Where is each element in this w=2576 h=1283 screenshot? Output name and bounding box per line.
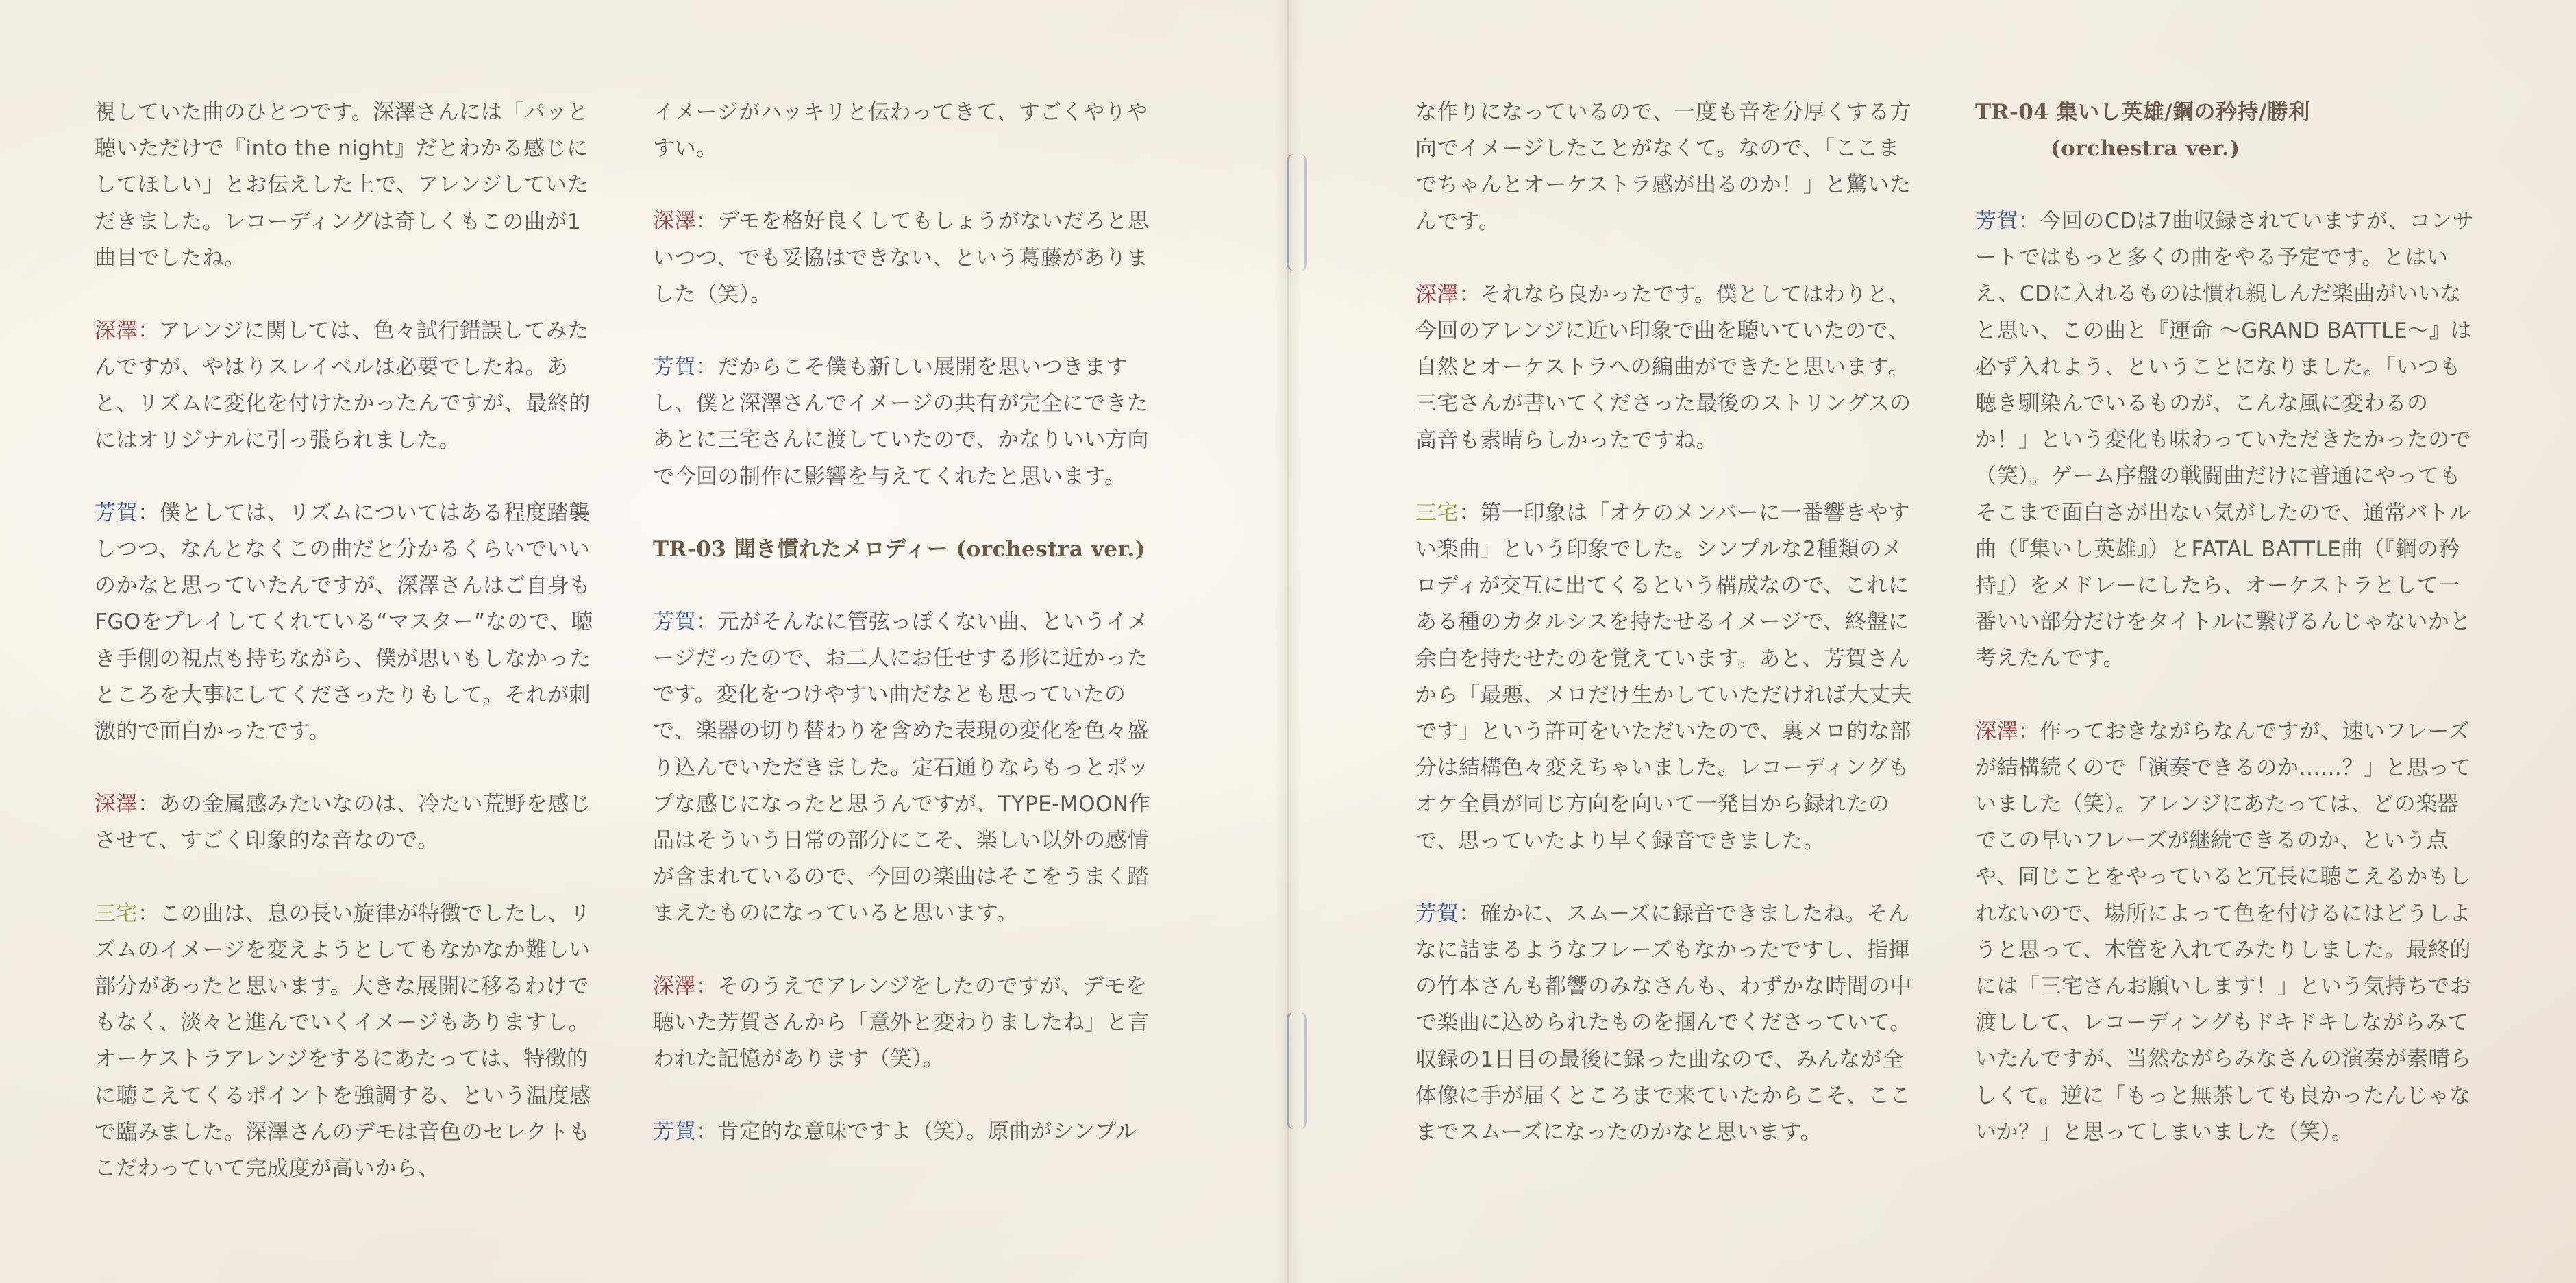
column-4 — [1975, 95, 2479, 1151]
speaker-miyake: 三宅 — [1415, 500, 1459, 525]
speaker-haga: 芳賀 — [95, 500, 138, 525]
speaker-haga: 芳賀 — [1975, 209, 2018, 234]
paragraph: 芳賀：確かに、スムーズに録音できましたね。そんなに詰まるようなフレーズもなかったですし、指揮の竹本さんも都響のみなさんも、わずかな時間の中で楽曲に込められたものを掴んでくださっていて。収録の1日目の最後に録った曲なので、みんなが全体像に手が届くところまで来ていたからこそ、ここまでスムーズになったのかなと思います。 — [1415, 901, 1912, 1145]
paragraph: 深澤：そのうえでアレンジをしたのですが、デモを聴いた芳賀さんから「意外と変わりましたね」と言われた記憶があります（笑）。 — [653, 973, 1150, 1072]
paragraph: イメージがハッキリと伝わってきて、すごくやりやすい。 — [653, 100, 1148, 162]
speaker-miyake: 三宅 — [95, 901, 138, 926]
paragraph: 芳賀：僕としては、リズムについてはある程度踏襲しつつ、なんとなくこの曲だと分かるくらいでいいのかなと思っていたんですが、深澤さんはご自身もFGOをプレイしてくれている“マスター”なので、聴き手側の視点も持ちながら、僕が思いもしなかったところを大事にしてくださったりもして。それが刺激的で面白かったです。 — [95, 500, 593, 745]
speaker-haga: 芳賀 — [653, 609, 696, 634]
speaker-haga: 芳賀 — [653, 355, 696, 380]
paragraph: 視していた曲のひとつです。深澤さんには「パッと聴いただけで『into the night』だとわかる感じにしてほしい」とお伝えした上で、アレンジしていただきました。レコーディングは奇しくもこの曲が1曲目でしたね。 — [95, 100, 589, 271]
paragraph: 芳賀：元がそんなに管弦っぽくない曲、というイメージだったので、お二人にお任せする形に近かったです。変化をつけやすい曲だなとも思っていたので、楽器の切り替わりを含めた表現の変化を色々盛り込んでいただきました。定石通りならもっとポップな感じになったと思うんですが、TYPE-MOON作品はそういう日常の部分にこそ、楽しい以外の感情が含まれているので、今回の楽曲はそこをうまく踏まえたものになっていると思います。 — [653, 609, 1151, 926]
paragraph: 三宅：この曲は、息の長い旋律が特徴でしたし、リズムのイメージを変えようとしてもなかなか難しい部分があったと思います。大きな展開に移るわけでもなく、淡々と進んでいくイメージもありますし。オーケストラアレンジをするにあたっては、特徴的に聴こえてくるポイントを強調する、という温度感で臨みました。深澤さんのデモは音色のセレクトもこだわっていて完成度が高いから、 — [95, 901, 591, 1182]
speaker-fukazawa: 深澤 — [653, 209, 696, 234]
track-heading-subtitle: (orchestra ver.) — [2051, 136, 2240, 161]
paragraph: 芳賀：だからこそ僕も新しい展開を思いつきますし、僕と深澤さんでイメージの共有が完全にできたあとに三宅さんに渡していたので、かなりいい方向で今回の制作に影響を与えてくれたと思います。 — [653, 355, 1149, 489]
track-heading-title: TR-04 集いし英雄/鋼の矜持/勝利 — [1975, 100, 2310, 125]
track-heading-tr04 — [1975, 95, 2479, 167]
paragraph: 深澤：それなら良かったです。僕としてはわりと、今回のアレンジに近い印象で曲を聴いていたので、自然とオーケストラへの編曲ができたと思います。三宅さんが書いてくださった最後のストリングスの高音も素晴らしかったですね。 — [1415, 282, 1911, 453]
paragraph: 芳賀：肯定的な意味ですよ（笑）。原曲がシンプル — [653, 1119, 1137, 1145]
column-3 — [1415, 95, 1920, 1151]
speaker-haga: 芳賀 — [653, 1119, 696, 1145]
right-page — [1288, 0, 2576, 1283]
speaker-fukazawa: 深澤 — [653, 973, 696, 999]
paragraph: 深澤：あの金属感みたいなのは、冷たい荒野を感じさせて、すごく印象的な音なので。 — [95, 792, 591, 854]
track-heading-tr03: TR-03 聞き慣れたメロディー (orchestra ver.) — [653, 536, 1145, 562]
paragraph: 深澤：作っておきながらなんですが、速いフレーズが結構続くので「演奏できるのか……？」と思っていました（笑）。アレンジにあたっては、どの楽器でこの早いフレーズが継続できるのか、という点や、同じことをやっていると冗長に聴こえるかもしれないので、場所によって色を付けるにはどうしようと思って、木管を入れてみたりしました。最終的には「三宅さんお願いします！」という気持ちでお渡しして、レコーディングもドキドキしながらみていたんですが、当然ながらみなさんの演奏が素晴らしくて。逆に「もっと無茶しても良かったんじゃないか？」と思ってしまいました（笑）。 — [1975, 719, 2472, 1145]
speaker-fukazawa: 深澤 — [95, 792, 138, 817]
speaker-fukazawa: 深澤 — [95, 319, 138, 344]
column-2 — [653, 95, 1160, 1150]
speaker-fukazawa: 深澤 — [1415, 282, 1459, 307]
speaker-haga: 芳賀 — [1415, 901, 1459, 926]
paragraph: な作りになっているので、一度も音を分厚くする方向でイメージしたことがなくて。なので、「ここまでちゃんとオーケストラ感が出るのか！」と驚いたんです。 — [1415, 100, 1911, 234]
column-1 — [95, 95, 602, 1187]
paragraph: 深澤：アレンジに関しては、色々試行錯誤してみたんですが、やはりスレイベルは必要でしたね。あと、リズムに変化を付けたかったんですが、最終的にはオリジナルに引っ張られました。 — [95, 319, 591, 453]
speaker-fukazawa: 深澤 — [1975, 719, 2018, 744]
paragraph: 芳賀：今回のCDは7曲収録されていますが、コンサートではもっと多くの曲をやる予定です。とはいえ、CDに入れるものは慣れ親しんだ楽曲がいいなと思い、この曲と『運命 ～GRAND BATTLE～』は必ず入れよう、ということになりました。「いつも聴き馴染んでいるものが、こんな風に変わるのか！」という変化も味わっていただきたかったので（笑）。ゲーム序盤の戦闘曲だけに普通にやってもそこまで面白さが出ない気がしたので、通常バトル曲（『集いし英雄』）とFATAL BATTLE曲（『鋼の矜持』）をメドレーにしたら、オーケストラとして一番いい部分だけをタイトルに繋げるんじゃないかと考えたんです。 — [1975, 209, 2475, 671]
paragraph: 深澤：デモを格好良くしてもしょうがないだろと思いつつ、でも妥協はできない、という葛藤がありました（笑）。 — [653, 209, 1150, 307]
paragraph: 三宅：第一印象は「オケのメンバーに一番響きやすい楽曲」という印象でした。シンプルな2種類のメロディが交互に出てくるという構成なので、これにある種のカタルシスを持たせるイメージで、終盤に余白を持たせたのを覚えています。あと、芳賀さんから「最悪、メロだけ生かしていただければ大丈夫です」という許可をいただいたので、裏メロ的な部分は結構色々変えちゃいました。レコーディングもオケ全員が同じ方向を向いて一発目から録れたので、思っていたより早く録音できました。 — [1415, 500, 1912, 854]
